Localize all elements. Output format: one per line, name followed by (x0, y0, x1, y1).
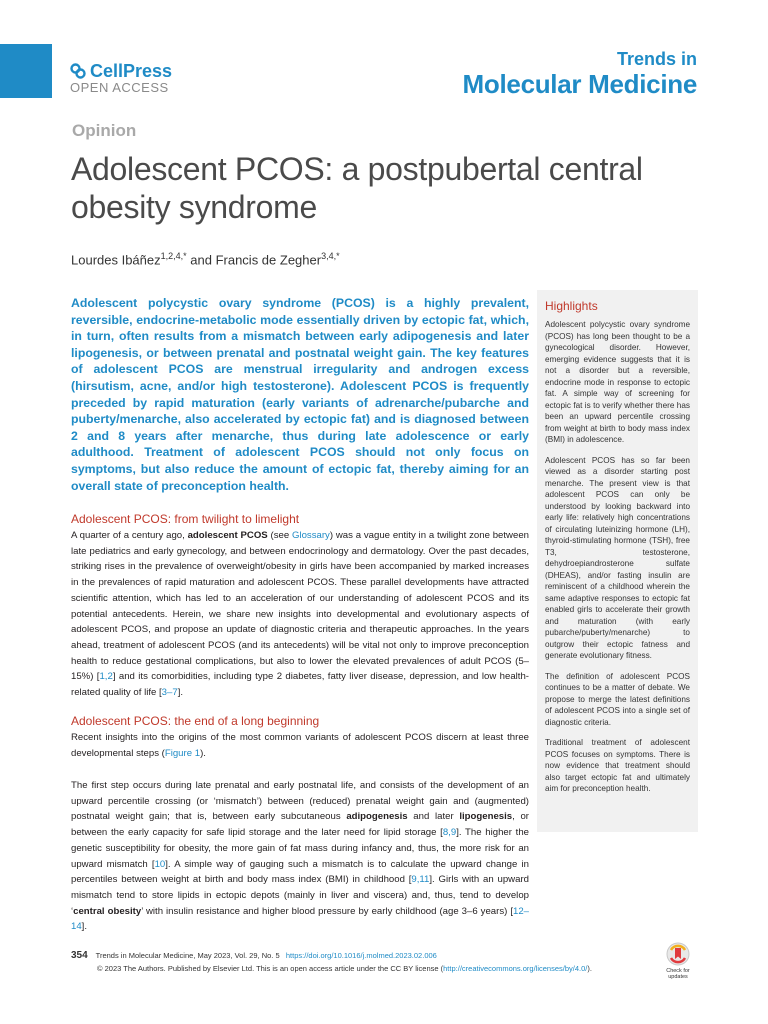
reference-link[interactable]: 1,2 (99, 671, 113, 683)
reference-link[interactable]: 3–7 (161, 687, 178, 699)
section-body: The first step occurs during late prenatal and early postnatal life, and consists of the development of an upward percentile crossing (or ‘mismatch’) between (reduced) prenatal weight gain and (augmented) postnatal weight gain; that is, between early subcutaneous adipogenesis and later lipogenesis, or between the early capacity for safe lipid storage and the later need for lipid storage [8,9]. The higher the genetic susceptibility for obesity, the more gain of fat mass during infancy and, thus, the more risk for an upward mismatch [10]. A simple way of gauging such a mismatch is to calculate the upward change in percentiles between weight at birth and body mass index (BMI) in childhood [9,11]. Girls with an upward mismatch tend to store lipids in ectopic depots (mainly in liver and viscera) and, thus, tend to develop ‘central obesity’ with insulin resistance and higher blood pressure by early childhood (age 3–6 years) [12–14]. (71, 780, 530, 933)
glossary-term: lipogenesis (459, 811, 513, 823)
section-body: A quarter of a century ago, adolescent PCOS (see Glossary) was a vague entity in a twilight zone between late pediatrics and early gynecology, and between endocrinology and dermatology. Over the past decades, striking rises in the prevalence of overweight/obesity in girls have been accompanied by marked increases in the prevalences of rapid maturation and adolescent PCOS. These parallel developments have attracted scientific attention, which has led to an acceleration of our understanding of adolescent PCOS and its potential antecedents. Herein, we share new insights into developmental and evolutionary aspects of adolescent PCOS, and propose an update of diagnostic criteria and therapeutic approaches. In the years ahead, treatment of adolescent PCOS (and its antecedents) will be vital not only to improve preconception health to reduce gestational complications, but also to lower the elevated prevalences of adult PCOS (5–15%) [1,2] and its comorbidities, including type 2 diabetes, fatty liver disease, depression, and low health-related quality of life [3–7]. (71, 530, 529, 699)
article-title: Adolescent PCOS: a postpubertal central obesity syndrome (71, 151, 643, 225)
highlights-box (537, 290, 698, 832)
cellpress-logo-icon (70, 63, 86, 79)
check-for-updates-button[interactable] (662, 942, 694, 980)
publisher-name: CellPress (90, 61, 173, 81)
section-heading: Adolescent PCOS: from twilight to limelight (71, 512, 300, 526)
author-affiliation-sup: 3,4,* (321, 251, 340, 261)
glossary-term: adipogenesis (346, 811, 408, 823)
header-accent-bar (0, 44, 52, 98)
author-list (71, 251, 340, 267)
journal-citation: Trends in Molecular Medicine, May 2023, Vol. 29, No. 5 (95, 951, 280, 960)
bookmark-icon (666, 942, 690, 966)
highlight-paragraph: Adolescent PCOS has so far been viewed as a disorder starting post menarche. The present view is that adolescent PCOS can only be understood by looking backward into early life: relatively high concentrations of circulating luteinizing hormone (LH), thyroid-stimulating hormone (TSH), free T3, testosterone, dehydroepiandrosterone sulfate (DHEAS), and/or fasting insulin are reminiscent of a childhood wherein the same adaptive responses to ectopic fat enabled girls to accelerate their growth and maturation (with early pubarche/puberty/menarche) to outgrow their ectopic fatness and generate evolutionary fitness. (545, 455, 690, 660)
open-access-label: OPEN ACCESS (70, 80, 169, 95)
glossary-term: central obesity (73, 905, 142, 917)
check-updates-label: Check for updates (666, 968, 690, 980)
abstract: Adolescent polycystic ovary syndrome (PCOS) is a highly prevalent, reversible, endocrine-metabolic mode essentially driven by ectopic fat, which, in turn, often results from a mismatch between early adipogenesis and later lipogenesis, or between prenatal and postnatal weight gain. The key features of adolescent PCOS are menstrual irregularity and androgen excess (hirsutism, acne, and/or high testosterone). Adolescent PCOS is frequently preceded by rapid maturation (early variants of adrenarche/pubarche and puberty/menarche, also accelerated by ectopic fat) and is diagnosed between 2 and 8 years after menarche, thus during late adolescence or early adulthood. Treatment of adolescent PCOS should not only focus on symptoms, but also reduce the amount of ectopic fat, thereby aiming for an overall state of preconception health. (71, 296, 529, 493)
reference-link[interactable]: 8,9 (442, 827, 457, 839)
journal-title (463, 49, 697, 99)
doi-link[interactable]: https://doi.org/10.1016/j.molmed.2023.02.006 (285, 951, 437, 960)
journal-title-line2: Molecular Medicine (462, 69, 697, 99)
journal-title-line1: Trends in (616, 49, 697, 69)
article-type: Opinion (72, 121, 137, 140)
highlight-paragraph: The definition of adolescent PCOS continues to be a matter of debate. We propose to merge the latest definitions of adolescent PCOS into a single set of diagnostic criteria. (545, 671, 690, 727)
author-conjunction[interactable]: and Francis de Zegher (186, 252, 322, 268)
highlights-title: Highlights (545, 299, 598, 313)
highlight-paragraph: Adolescent polycystic ovary syndrome (PCOS) has long been thought to be a gynecological disorder. However, emerging evidence suggests that it is not a disorder but a reversible, endocrine mode in response to ectopic fat. A simple way of screening for ectopic fat is to verify whether there has been an upward percentile crossing from weight at birth to body mass index (BMI) in adolescence. (545, 320, 690, 444)
section-heading: Adolescent PCOS: the end of a long beginning (71, 714, 320, 728)
reference-link[interactable]: 12–14 (71, 905, 530, 933)
page-footer: 354 Trends in Molecular Medicine, May 2023, Vol. 29, No. 5 https://doi.org/10.1016/j.molmed.2023.02.006 © 2023 The Authors. Published by Elsevier Ltd. This is an open access article under the CC BY license (http://creativecommons.org/licenses/by/4.0/). (71, 950, 592, 973)
page-number: 354 (71, 950, 88, 961)
highlight-paragraph: Traditional treatment of adolescent PCOS focuses on symptoms. There is now evidence that treatment should also target ectopic fat and ultimately aim for preconception health. (545, 738, 690, 793)
figure-link[interactable]: Figure 1 (164, 747, 201, 759)
glossary-link[interactable]: Glossary (292, 530, 330, 541)
author-name[interactable]: Lourdes Ibáñez (71, 252, 161, 268)
reference-link[interactable]: 10 (154, 858, 166, 870)
section-body: Recent insights into the origins of the most common variants of adolescent PCOS discern at least three developmental steps (Figure 1). (71, 732, 529, 759)
glossary-term: adolescent PCOS (187, 530, 268, 541)
reference-link[interactable]: 9,11 (411, 874, 430, 886)
publisher-logo (70, 62, 172, 95)
author-affiliation-sup: 1,2,4,* (160, 251, 187, 261)
copyright-text: © 2023 The Authors. Published by Elsevier Ltd. This is an open access article under the CC BY license ( (97, 964, 444, 973)
license-link[interactable]: http://creativecommons.org/licenses/by/4.0/ (443, 964, 588, 973)
